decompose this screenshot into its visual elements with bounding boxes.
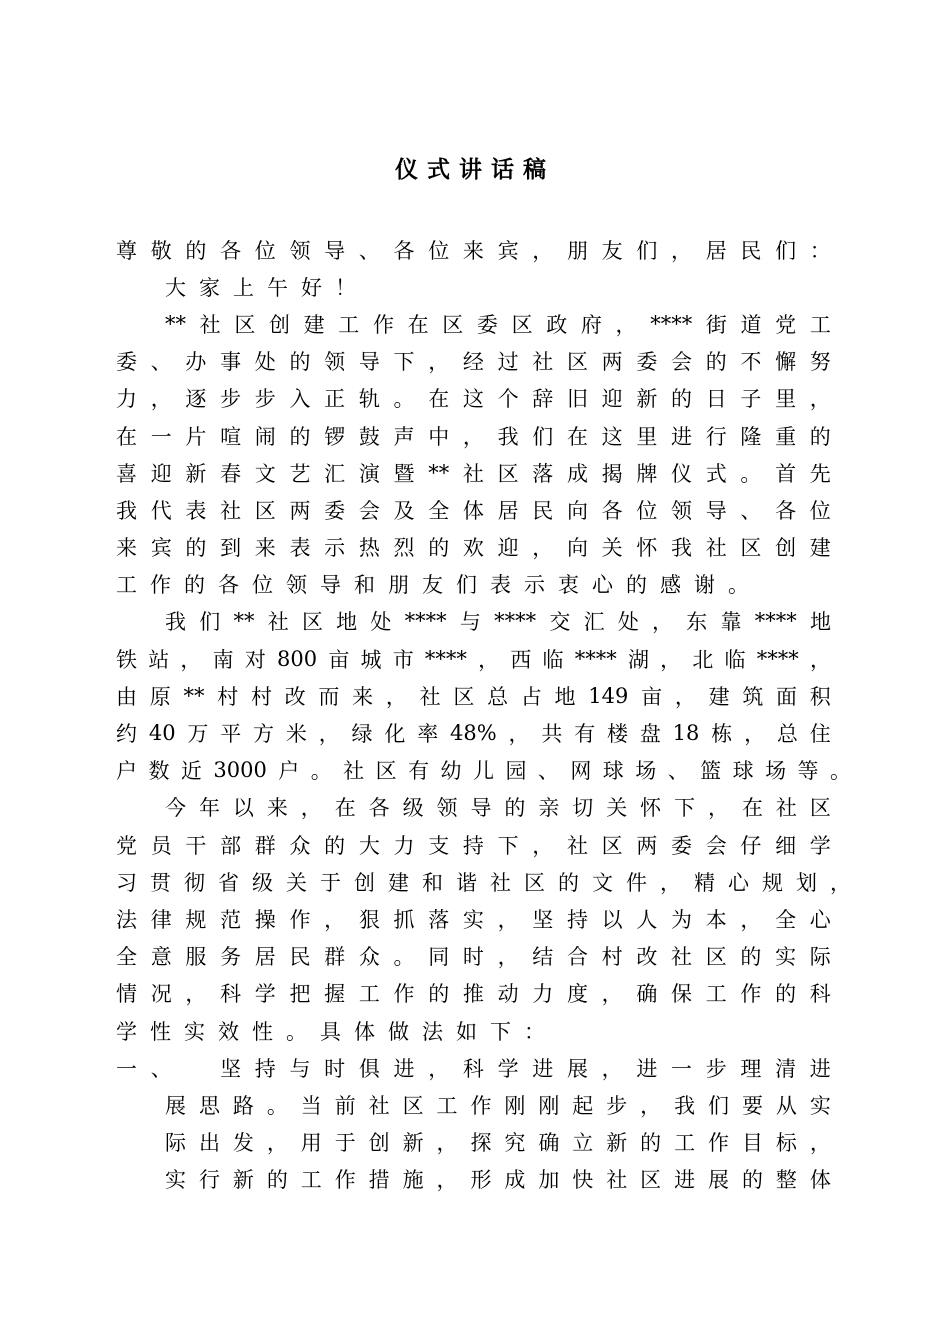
text-line: 一 、 坚 持 与 时 俱 进 ， 科 学 进 展 ， 进 一 步 理 清 进 [116, 1056, 831, 1081]
text-line: 今 年 以 来 ， 在 各 级 领 导 的 亲 切 关 怀 下 ， 在 社 区 [165, 796, 831, 821]
text-line: 学 性 实 效 性 。 具 体 做 法 如 下 ： [116, 1019, 545, 1044]
text-line: 由 原 ** 村 村 改 而 来 ， 社 区 总 占 地 149 亩 ， 建 筑 面 积 [116, 683, 831, 709]
text-line: 委 、 办 事 处 的 领 导 下 ， 经 过 社 区 两 委 会 的 不 懈 努 [116, 350, 831, 375]
text-line: 法 律 规 范 操 作 ， 狠 抓 落 实 ， 坚 持 以 人 为 本 ， 全 心 [116, 907, 831, 932]
text-line: 大 家 上 午 好 ！ [165, 275, 356, 300]
text-line: ** 社 区 创 建 工 作 在 区 委 区 政 府 ， **** 街 道 党 工 [165, 311, 831, 337]
text-line: 铁 站 ， 南 对 800 亩 城 市 **** ， 西 临 **** 湖 ， 北 临 **** ， [116, 646, 831, 672]
document-title: 仪式讲话稿 [395, 157, 555, 183]
text-line: 我 们 ** 社 区 地 处 **** 与 **** 交 汇 处 ， 东 靠 **** 地 [165, 609, 831, 635]
text-line: 来 宾 的 到 来 表 示 热 烈 的 欢 迎 ， 向 关 怀 我 社 区 创 建 [116, 536, 831, 561]
text-line: 情 况 ， 科 学 把 握 工 作 的 推 动 力 度 ， 确 保 工 作 的 科 [116, 982, 831, 1007]
text-line: 展 思 路 。 当 前 社 区 工 作 刚 刚 起 步 ， 我 们 要 从 实 [165, 1093, 831, 1118]
text-line: 党 员 干 部 群 众 的 大 力 支 持 下 ， 社 区 两 委 会 仔 细 学 [116, 833, 831, 858]
text-line: 约 40 万 平 方 米 ， 绿 化 率 48% ， 共 有 楼 盘 18 栋 ， 总 住 [116, 721, 831, 747]
text-line: 户 数 近 3000 户 。 社 区 有 幼 儿 园 、 网 球 场 、 篮 球 场 等 。 [116, 758, 851, 784]
text-line: 在 一 片 喧 闹 的 锣 鼓 声 中 ， 我 们 在 这 里 进 行 隆 重 的 [116, 424, 831, 449]
text-line: 尊 敬 的 各 位 领 导 、 各 位 来 宾 ， 朋 友 们 ， 居 民 们 ： [116, 238, 831, 263]
text-line: 力 ， 逐 步 步 入 正 轨 。 在 这 个 辞 旧 迎 新 的 日 子 里 ， [116, 387, 831, 412]
text-line: 全 意 服 务 居 民 群 众 。 同 时 ， 结 合 村 改 社 区 的 实 际 [116, 945, 831, 970]
text-line: 实 行 新 的 工 作 措 施 ， 形 成 加 快 社 区 进 展 的 整 体 [165, 1168, 831, 1193]
text-line: 工 作 的 各 位 领 导 和 朋 友 们 表 示 衷 心 的 感 谢 。 [116, 573, 749, 598]
text-line: 喜 迎 新 春 文 艺 汇 演 暨 ** 社 区 落 成 揭 牌 仪 式 。 首 先 [116, 460, 831, 486]
text-line: 我 代 表 社 区 两 委 会 及 全 体 居 民 向 各 位 领 导 、 各 位 [116, 498, 831, 523]
document-body [116, 231, 851, 1198]
text-line: 习 贯 彻 省 级 关 于 创 建 和 谐 社 区 的 文 件 ， 精 心 规 划 ， [116, 870, 851, 895]
text-line: 际 出 发 ， 用 于 创 新 ， 探 究 确 立 新 的 工 作 目 标 ， [165, 1131, 831, 1156]
